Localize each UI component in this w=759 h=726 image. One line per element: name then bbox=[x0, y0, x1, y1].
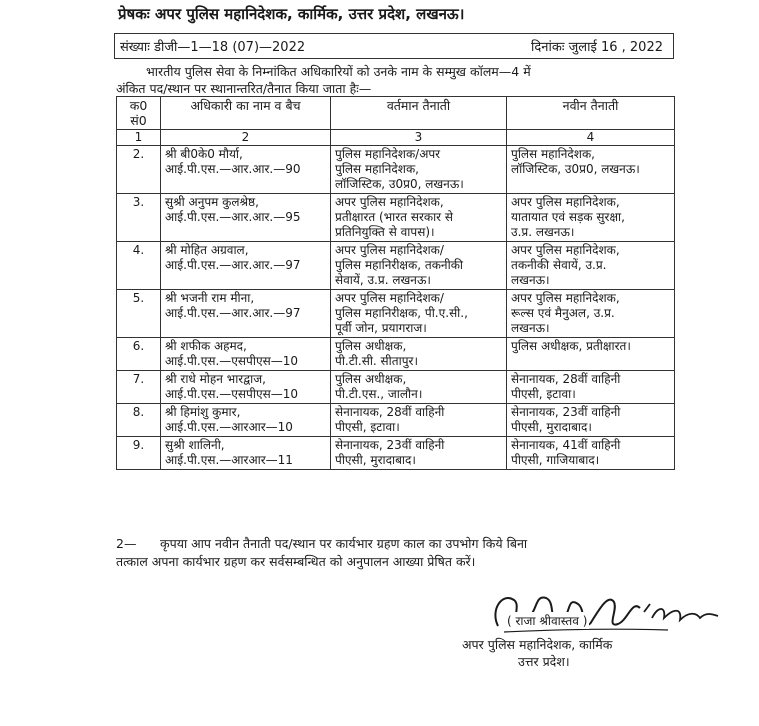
table-row bbox=[117, 242, 675, 290]
current-posting-cell bbox=[331, 242, 507, 290]
cell-line: आई.पी.एस.—आर.आर.—90 bbox=[165, 162, 301, 176]
paragraph-number: 2— bbox=[116, 536, 137, 551]
cell-line: पीएसी, मुरादाबाद। bbox=[335, 453, 416, 467]
cell-line: श्री हिमांशु कुमार, bbox=[165, 405, 241, 419]
cell-line: सेनानायक, 28वीं वाहिनी bbox=[335, 405, 445, 419]
table-row bbox=[117, 338, 675, 371]
cell-line: श्री भजनी राम मीना, bbox=[165, 291, 255, 305]
cell-line: पुलिस महानिरीक्षक, तकनीकी bbox=[335, 258, 464, 272]
cell-line: पीएसी, गाजियाबाद। bbox=[511, 453, 600, 467]
officer-cell bbox=[161, 194, 331, 242]
header-sno: क0 सं0 bbox=[117, 97, 161, 130]
reference-number: संख्याः डीजी—1—18 (07)—2022 bbox=[120, 40, 306, 55]
cell-line: अपर पुलिस महानिदेशक/ bbox=[335, 243, 444, 257]
column-number-row bbox=[117, 130, 675, 146]
row-serial-number: 4. bbox=[117, 242, 161, 290]
new-posting-cell bbox=[507, 371, 675, 404]
order-date: दिनांकः जुलाई 16 , 2022 bbox=[531, 40, 663, 55]
new-posting-cell bbox=[507, 290, 675, 338]
transfer-table bbox=[116, 96, 675, 470]
cell-line: पुलिस महानिदेशक/अपर bbox=[335, 147, 441, 161]
new-posting-cell bbox=[507, 194, 675, 242]
cell-line: सेवायें, उ.प्र. लखनऊ। bbox=[335, 273, 431, 287]
cell-line: पीएसी, मुरादाबाद। bbox=[511, 420, 592, 434]
signatory-state: उत्तर प्रदेश। bbox=[518, 654, 570, 669]
cell-line: अपर पुलिस महानिदेशक, bbox=[335, 195, 444, 209]
cell-line: सेनानायक, 28वीं वाहिनी bbox=[511, 372, 621, 386]
reference-box bbox=[114, 33, 674, 59]
table-header-row bbox=[117, 97, 675, 130]
cell-line: श्री शफीक अहमद, bbox=[165, 339, 247, 353]
current-posting-cell bbox=[331, 290, 507, 338]
table-row bbox=[117, 290, 675, 338]
col-number: 4 bbox=[507, 130, 675, 146]
new-posting-cell bbox=[507, 338, 675, 371]
cell-line: पी.टी.एस., जालौन। bbox=[335, 387, 423, 401]
sender-line: प्रेषकः अपर पुलिस महानिदेशक, कार्मिक, उत्तर प्रदेश, लखनऊ। bbox=[118, 5, 465, 23]
cell-line: श्री बी0के0 मौर्या, bbox=[165, 147, 243, 161]
cell-line: लॉजिस्टिक, उ0प्र0, लखनऊ। bbox=[511, 162, 640, 176]
row-serial-number: 8. bbox=[117, 404, 161, 437]
officer-cell bbox=[161, 371, 331, 404]
cell-line: अपर पुलिस महानिदेशक, bbox=[511, 195, 620, 209]
cell-line: आई.पी.एस.—एसपीएस—10 bbox=[165, 387, 298, 401]
intro-paragraph bbox=[116, 63, 676, 97]
cell-line: आई.पी.एस.—आर.आर.—97 bbox=[165, 306, 301, 320]
cell-line: पुलिस अधीक्षक, bbox=[335, 339, 407, 353]
cell-line: सेनानायक, 23वीं वाहिनी bbox=[511, 405, 621, 419]
signatory-designation: अपर पुलिस महानिदेशक, कार्मिक bbox=[462, 637, 613, 652]
officer-cell bbox=[161, 146, 331, 194]
officer-cell bbox=[161, 290, 331, 338]
cell-line: अपर पुलिस महानिदेशक/ bbox=[335, 291, 444, 305]
cell-line: पी.टी.सी. सीतापुर। bbox=[335, 354, 418, 368]
row-serial-number: 5. bbox=[117, 290, 161, 338]
col-number: 3 bbox=[331, 130, 507, 146]
cell-line: लखनऊ। bbox=[511, 273, 550, 287]
instruction-text-1: कृपया आप नवीन तैनाती पद/स्थान पर कार्यभार ग्रहण काल का उपभोग किये बिना bbox=[160, 536, 528, 551]
cell-line: रूल्स एवं मैनुअल, उ.प्र. bbox=[511, 306, 615, 320]
current-posting-cell bbox=[331, 371, 507, 404]
cell-line: तकनीकी सेवायें, उ.प्र. bbox=[511, 258, 607, 272]
row-serial-number: 7. bbox=[117, 371, 161, 404]
row-serial-number: 3. bbox=[117, 194, 161, 242]
cell-line: प्रतीक्षारत (भारत सरकार से bbox=[335, 210, 454, 224]
header-officer: अधिकारी का नाम व बैच bbox=[161, 97, 331, 130]
cell-line: यातायात एवं सड़क सुरक्षा, bbox=[511, 210, 625, 224]
header-current-posting: वर्तमान तैनाती bbox=[331, 97, 507, 130]
cell-line: पीएसी, इटावा। bbox=[511, 387, 576, 401]
officer-cell bbox=[161, 242, 331, 290]
header-new-posting: नवीन तैनाती bbox=[507, 97, 675, 130]
cell-line: आई.पी.एस.—आरआर—10 bbox=[165, 420, 293, 434]
new-posting-cell bbox=[507, 404, 675, 437]
cell-line: अपर पुलिस महानिदेशक, bbox=[511, 243, 620, 257]
table-row bbox=[117, 437, 675, 470]
row-serial-number: 2. bbox=[117, 146, 161, 194]
cell-line: पूर्वी जोन, प्रयागराज। bbox=[335, 321, 427, 335]
instruction-paragraph bbox=[116, 535, 676, 571]
cell-line: लखनऊ। bbox=[511, 321, 550, 335]
col-number: 1 bbox=[117, 130, 161, 146]
instruction-line-1 bbox=[116, 535, 676, 553]
cell-line: पीएसी, इटावा। bbox=[335, 420, 400, 434]
cell-line: लॉजिस्टिक, उ0प्र0, लखनऊ। bbox=[335, 177, 464, 191]
cell-line: उ.प्र. लखनऊ। bbox=[511, 225, 575, 239]
current-posting-cell bbox=[331, 194, 507, 242]
cell-line: अपर पुलिस महानिदेशक, bbox=[511, 291, 620, 305]
row-serial-number: 6. bbox=[117, 338, 161, 371]
current-posting-cell bbox=[331, 338, 507, 371]
cell-line: सुश्री अनुपम कुलश्रेष्ठ, bbox=[165, 195, 259, 209]
table-row bbox=[117, 146, 675, 194]
col-number: 2 bbox=[161, 130, 331, 146]
row-serial-number: 9. bbox=[117, 437, 161, 470]
cell-line: पुलिस अधीक्षक, bbox=[335, 372, 407, 386]
cell-line: पुलिस महानिदेशक, bbox=[335, 162, 419, 176]
cell-line: आई.पी.एस.—आरआर—11 bbox=[165, 453, 293, 467]
instruction-line-2: तत्काल अपना कार्यभार ग्रहण कर सर्वसम्बन्धित को अनुपालन आख्या प्रेषित करें। bbox=[116, 554, 476, 569]
new-posting-cell bbox=[507, 146, 675, 194]
current-posting-cell bbox=[331, 437, 507, 470]
officer-cell bbox=[161, 338, 331, 371]
current-posting-cell bbox=[331, 146, 507, 194]
officer-cell bbox=[161, 404, 331, 437]
cell-line: सेनानायक, 23वीं वाहिनी bbox=[335, 438, 445, 452]
cell-line: पुलिस महानिरीक्षक, पी.ए.सी., bbox=[335, 306, 468, 320]
table-row bbox=[117, 404, 675, 437]
handwritten-signature bbox=[468, 578, 728, 638]
new-posting-cell bbox=[507, 242, 675, 290]
cell-line: प्रतिनियुक्ति से वापस)। bbox=[335, 225, 435, 239]
cell-line: आई.पी.एस.—आर.आर.—97 bbox=[165, 258, 301, 272]
cell-line: पुलिस अधीक्षक, प्रतीक्षारत। bbox=[511, 339, 631, 353]
intro-line-2: अंकित पद/स्थान पर स्थानान्तरित/तैनात किया जाता हैः— bbox=[116, 81, 372, 96]
cell-line: पुलिस महानिदेशक, bbox=[511, 147, 595, 161]
cell-line: आई.पी.एस.—एसपीएस—10 bbox=[165, 354, 298, 368]
table-body bbox=[117, 146, 675, 470]
cell-line: सुश्री शालिनी, bbox=[165, 438, 225, 452]
new-posting-cell bbox=[507, 437, 675, 470]
signatory-name: ( राजा श्रीवास्तव ) bbox=[507, 614, 588, 628]
current-posting-cell bbox=[331, 404, 507, 437]
table-row bbox=[117, 371, 675, 404]
cell-line: सेनानायक, 41वीं वाहिनी bbox=[511, 438, 621, 452]
officer-cell bbox=[161, 437, 331, 470]
cell-line: श्री मोहित अग्रवाल, bbox=[165, 243, 249, 257]
cell-line: आई.पी.एस.—आर.आर.—95 bbox=[165, 210, 301, 224]
cell-line: श्री राधे मोहन भारद्वाज, bbox=[165, 372, 266, 386]
table-row bbox=[117, 194, 675, 242]
intro-line-1: भारतीय पुलिस सेवा के निम्नांकित अधिकारियों को उनके नाम के सम्मुख कॉलम—4 में bbox=[146, 64, 531, 79]
